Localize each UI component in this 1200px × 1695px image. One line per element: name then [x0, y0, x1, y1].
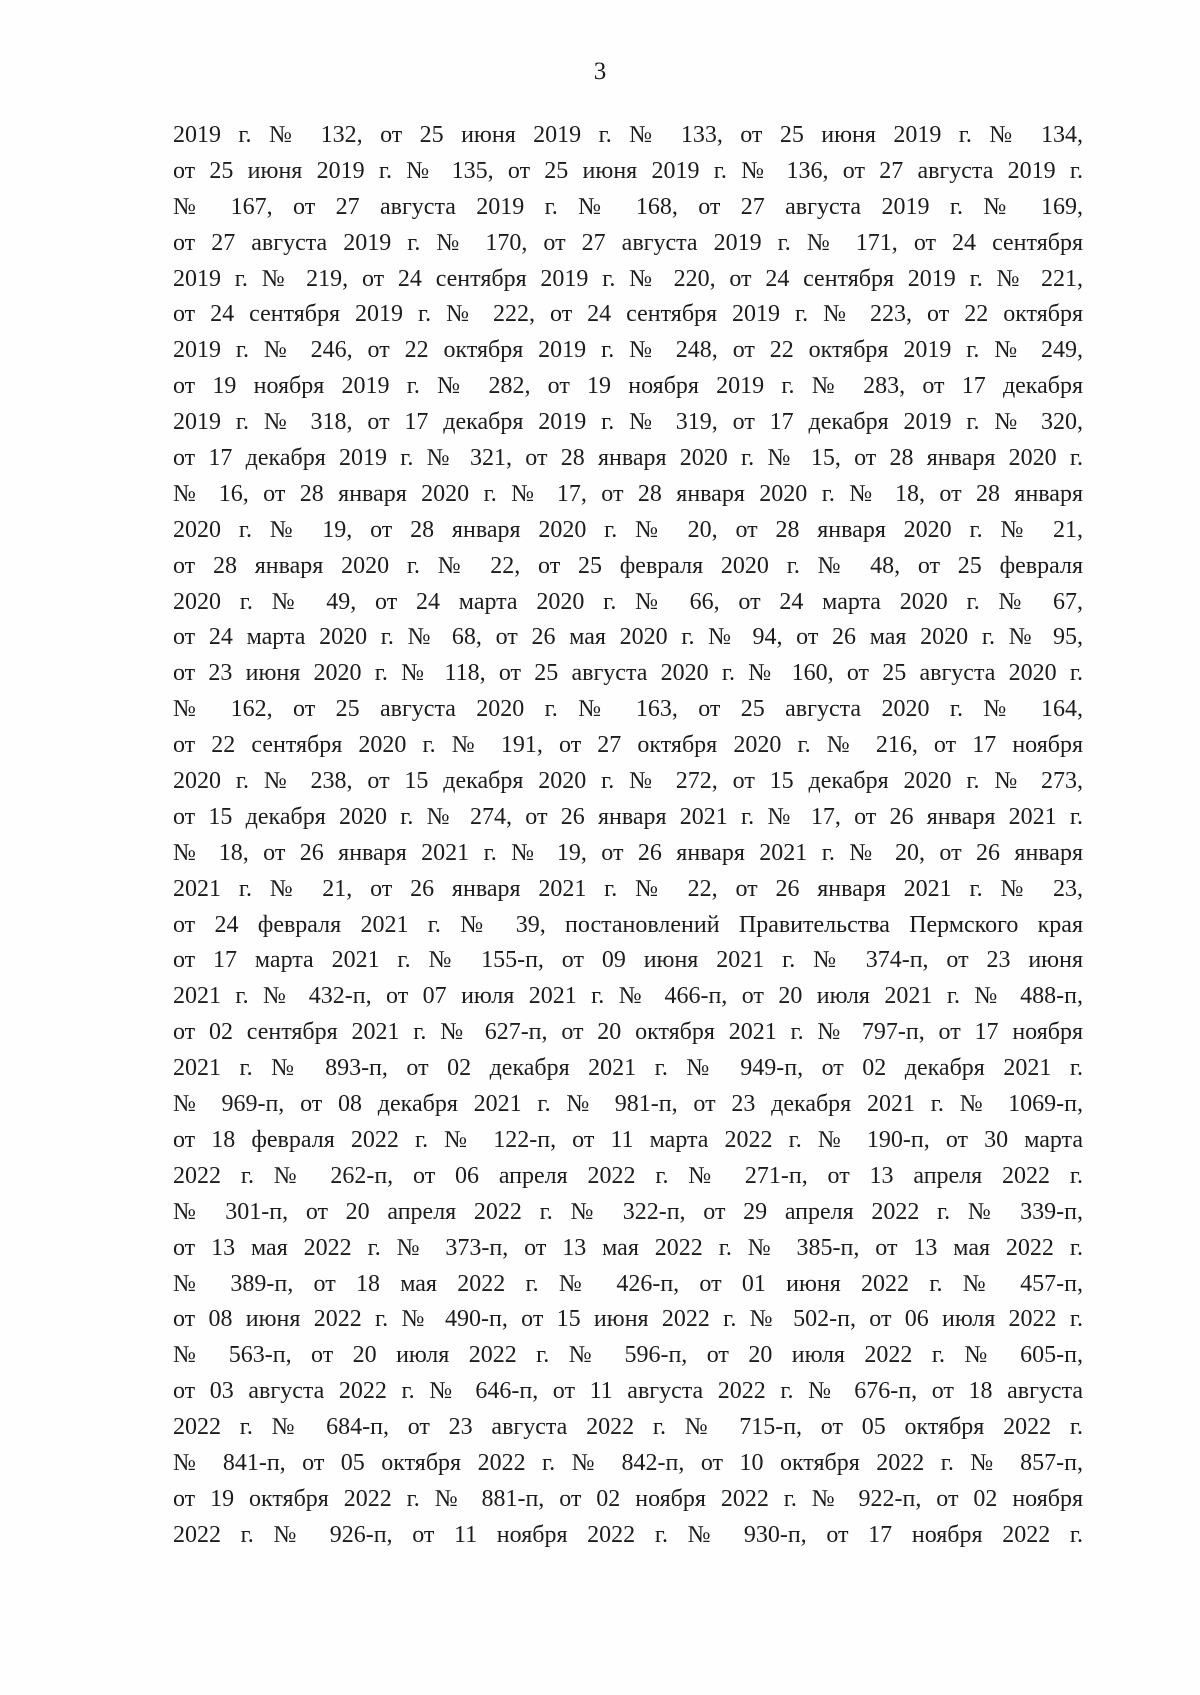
text-line: № 18, от 26 января 2021 г. № 19, от 26 января 2021 г. № 20, от 26 января [173, 839, 1083, 866]
text-line: от 08 июня 2022 г. № 490-п, от 15 июня 2022 г. № 502-п, от 06 июля 2022 г. [173, 1306, 1083, 1333]
text-line: от 17 декабря 2019 г. № 321, от 28 января 2020 г. № 15, от 28 января 2020 г. [173, 445, 1083, 472]
text-line: 2021 г. № 21, от 26 января 2021 г. № 22, от 26 января 2021 г. № 23, [173, 875, 1083, 902]
text-line: от 23 июня 2020 г. № 118, от 25 августа 2020 г. № 160, от 25 августа 2020 г. [173, 660, 1083, 687]
text-line: от 24 февраля 2021 г. № 39, постановлений Правительства Пермского края [173, 911, 1083, 938]
text-line: № 301-п, от 20 апреля 2022 г. № 322-п, от 29 апреля 2022 г. № 339-п, [173, 1198, 1083, 1225]
text-line: № 841-п, от 05 октября 2022 г. № 842-п, от 10 октября 2022 г. № 857-п, [173, 1449, 1083, 1476]
text-line: от 27 августа 2019 г. № 170, от 27 августа 2019 г. № 171, от 24 сентября [173, 229, 1083, 256]
text-line: от 24 сентября 2019 г. № 222, от 24 сентября 2019 г. № 223, от 22 октября [173, 301, 1083, 328]
text-line: № 167, от 27 августа 2019 г. № 168, от 27 августа 2019 г. № 169, [173, 193, 1083, 220]
text-line: от 22 сентября 2020 г. № 191, от 27 октября 2020 г. № 216, от 17 ноября [173, 732, 1083, 759]
text-line: № 563-п, от 20 июля 2022 г. № 596-п, от 20 июля 2022 г. № 605-п, [173, 1342, 1083, 1369]
body-text [173, 118, 1083, 1554]
text-line: 2020 г. № 49, от 24 марта 2020 г. № 66, от 24 марта 2020 г. № 67, [173, 588, 1083, 615]
page-number: 3 [593, 58, 607, 85]
text-line: от 17 марта 2021 г. № 155-п, от 09 июня 2021 г. № 374-п, от 23 июня [173, 947, 1083, 974]
text-line: 2019 г. № 318, от 17 декабря 2019 г. № 319, от 17 декабря 2019 г. № 320, [173, 409, 1083, 436]
text-line: от 24 марта 2020 г. № 68, от 26 мая 2020 г. № 94, от 26 мая 2020 г. № 95, [173, 624, 1083, 651]
text-line: от 03 августа 2022 г. № 646-п, от 11 августа 2022 г. № 676-п, от 18 августа [173, 1378, 1083, 1405]
text-line: 2020 г. № 238, от 15 декабря 2020 г. № 272, от 15 декабря 2020 г. № 273, [173, 768, 1083, 795]
text-line: 2021 г. № 893-п, от 02 декабря 2021 г. № 949-п, от 02 декабря 2021 г. [173, 1055, 1083, 1082]
text-line: № 16, от 28 января 2020 г. № 17, от 28 января 2020 г. № 18, от 28 января [173, 480, 1083, 507]
text-line: от 25 июня 2019 г. № 135, от 25 июня 2019 г. № 136, от 27 августа 2019 г. [173, 157, 1083, 184]
text-line: 2022 г. № 684-п, от 23 августа 2022 г. № 715-п, от 05 октября 2022 г. [173, 1414, 1083, 1441]
text-line: 2020 г. № 19, от 28 января 2020 г. № 20, от 28 января 2020 г. № 21, [173, 516, 1083, 543]
text-line: 2019 г. № 246, от 22 октября 2019 г. № 248, от 22 октября 2019 г. № 249, [173, 337, 1083, 364]
text-line: от 19 ноября 2019 г. № 282, от 19 ноября 2019 г. № 283, от 17 декабря [173, 373, 1083, 400]
text-line: от 28 января 2020 г. № 22, от 25 февраля 2020 г. № 48, от 25 февраля [173, 552, 1083, 579]
text-line: от 13 мая 2022 г. № 373-п, от 13 мая 2022 г. № 385-п, от 13 мая 2022 г. [173, 1234, 1083, 1261]
text-line: № 162, от 25 августа 2020 г. № 163, от 25 августа 2020 г. № 164, [173, 696, 1083, 723]
text-line: № 969-п, от 08 декабря 2021 г. № 981-п, от 23 декабря 2021 г. № 1069-п, [173, 1091, 1083, 1118]
text-line: от 19 октября 2022 г. № 881-п, от 02 ноября 2022 г. № 922-п, от 02 ноября [173, 1485, 1083, 1512]
text-line: от 18 февраля 2022 г. № 122-п, от 11 марта 2022 г. № 190-п, от 30 марта [173, 1126, 1083, 1153]
text-line: 2019 г. № 132, от 25 июня 2019 г. № 133, от 25 июня 2019 г. № 134, [173, 122, 1083, 148]
text-line: 2019 г. № 219, от 24 сентября 2019 г. № 220, от 24 сентября 2019 г. № 221, [173, 265, 1083, 292]
text-line: от 02 сентября 2021 г. № 627-п, от 20 октября 2021 г. № 797-п, от 17 ноября [173, 1019, 1083, 1046]
text-line: № 389-п, от 18 мая 2022 г. № 426-п, от 01 июня 2022 г. № 457-п, [173, 1270, 1083, 1297]
text-line: 2022 г. № 262-п, от 06 апреля 2022 г. № 271-п, от 13 апреля 2022 г. [173, 1162, 1083, 1189]
text-line: от 15 декабря 2020 г. № 274, от 26 января 2021 г. № 17, от 26 января 2021 г. [173, 803, 1083, 830]
text-line: 2021 г. № 432-п, от 07 июля 2021 г. № 466-п, от 20 июля 2021 г. № 488-п, [173, 983, 1083, 1010]
text-line: 2022 г. № 926-п, от 11 ноября 2022 г. № 930-п, от 17 ноября 2022 г. [173, 1521, 1083, 1548]
